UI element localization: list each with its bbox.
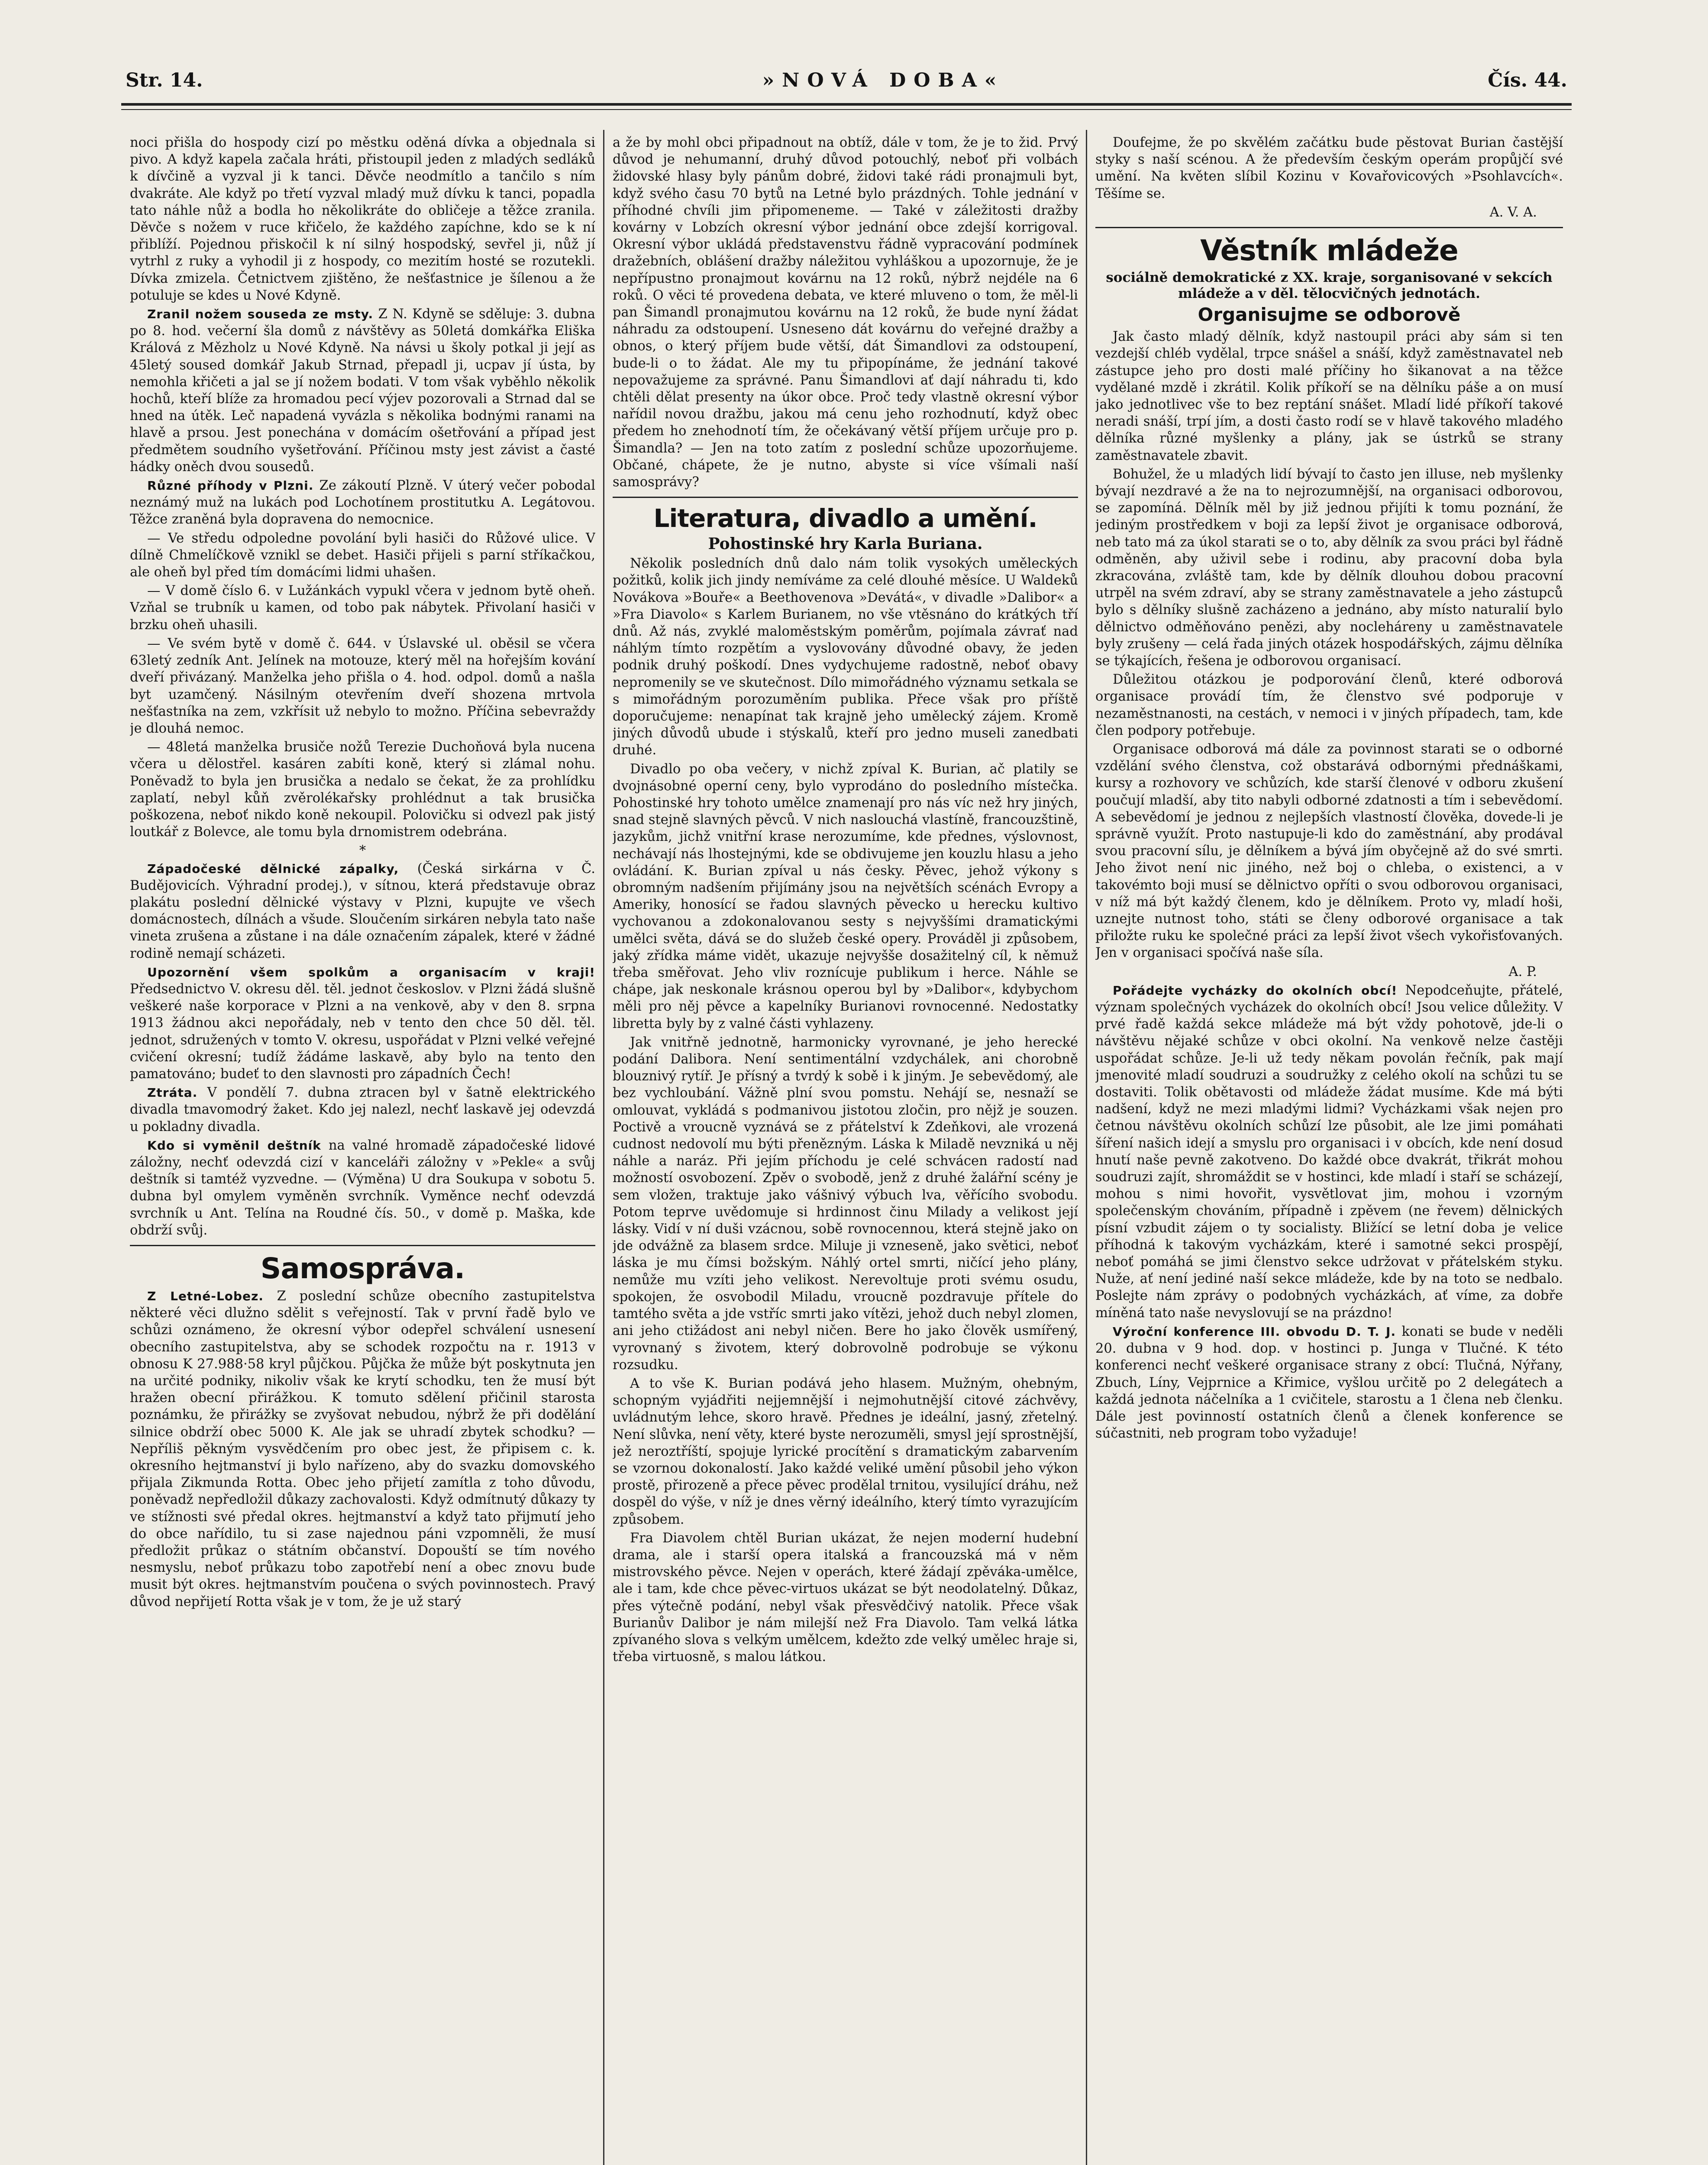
- article-paragraph: a že by mohl obci připadnout na obtíž, dále v tom, že je to žid. Prvý důvod je nehumanní, druhý důvod potouchlý, neboť při volbách židovské hlasy byly pánům dobré, židovi také rádi pronajmuli byt, když svého času 70 bytů na Letné bylo prázdných. Tohle jednání v příhodné chvíli jim připomeneme. — Také v záležitosti dražby kovárny v Lobzích okresní výbor jednání obce zdejší korrigoval. Okresní výbor ukládá představenstvu řádně vypracování podmínek dražebních, oblášení dražby náležitou vyhláškou a upozornuje, že je nepřípustno pronajmout kovárnu na 12 roků, nýbrž nejdéle na 6 roků. O věci té provedena debata, ve které mluveno o tom, že měl-li pan Šimandl pronajmutou kovárnu na 12 roků, že bude nyní žádat náhradu za odstoupení. Usneseno dát kovárnu do veřejné dražby a obnos, o který příjem bude větší, dát Šimandlovi za odstoupení, bude-li o to žádat. Ale my tu připopínáme, že jednání takové nepovažujeme za správné. Panu Šimandlovi ať dají náhradu ti, kdo chtěli dělat presenty na úkor obce. Proč tedy vlastně okresní výbor nařídil novou dražbu, jakou má cenu jeho rozhodnutí, když obec předem ho znehodnotí tím, že očekávaný větší příjem určuje pro p. Šimandla? — Jen na toto zatím z poslední schůze upozorňujeme. Občané, chápete, že je nutno, abyste si více všímali naší samosprávy?: [613, 135, 1078, 490]
- article-paragraph: [130, 964, 595, 1082]
- separator-star: *: [359, 843, 366, 859]
- article-paragraph: [130, 306, 595, 475]
- author-signature: A. P.: [1508, 964, 1537, 979]
- article-lead: Kdo si vyměnil deštník: [147, 1138, 321, 1153]
- article-paragraph: Jak často mladý dělník, když nastoupil práci aby sám si ten vezdejší chléb vydělal, trpce snášel a snáší, když zaměstnavatel neb zástupce jeho pro dosti malé příčiny ho šikanovat a na těžce vydělané mzdě i zkrátil. Kolik příkoří se na dělníku páše a on musí jako jednotlivec vše to bez reptání snášet. Mladí lidé příkoří takové neradi snáší, trpí jím, a dosti často rodí se v hlavě takového mladého dělníka různé myšlenky a plány, jak se ústrků se strany zaměstnavatele zbavit.: [1095, 329, 1563, 463]
- article-paragraph: [1095, 982, 1563, 1322]
- article-paragraph: — 48letá manželka brusiče nožů Terezie Duchoňová byla nucena včera u dělostřel. kasáren zabíti koně, který si zlámal nohu. Poněvadž to byla jen brusička a nedalo se čekat, že za prohlídku zaplatí, nebyl kůň zvěrolékařsky prohlédnut a tak brusička poškozena, neboť nikdo koně nekoupil. Polovičku si odvezl pak jistý loutkář z Bolevce, ale tomu byla drnomistrem odebrána.: [130, 740, 595, 840]
- article-text: (Česká sirkárna v Č. Budějovicích. Výhradní prodej.), v sítnou, která představuje obraz plakátu poslední dělnické výstavy v Plzni, kupujte ve všech domácnostech, dílnách a všude. Sloučením sirkáren nebyla tato naše vineta zrušena a zůstane i na dále označením zápalek, které v žádné rodině nemají scházeti.: [130, 861, 595, 961]
- article-text: Z poslední schůze obecního zastupitelstva některé věci dlužno sdělit s veřejností. Tak v první řadě bylo ve schůzi oznámeno, že okresní výbor odepřel schválení usnesení obecního zastupitelstva, aby se schodek rozpočtu na r. 1913 v obnosu K 27.988·58 kryl půjčkou. Půjčka že může být poskytnuta jen na určité podniky, nikoliv však ke krytí schodku, ten že musí být hražen obecní přirážkou. K tomuto sdělení přičinil starosta poznámku, že přirážky se zvyšovat nebudou, nýbrž že při dodělání silnice obdrží obec 5000 K. Ale jak se uhradí zbytek schodku? — Nepříliš pěkným vysvědčením pro obec jest, že připisem c. k. okresního hejtmanství ji bylo nařízeno, aby do svazku domovského přijala Zikmunda Rotta. Obec jeho přijetí zamítla z toho důvodu, poněvadž nepředložil důkazy zachovalosti. Když odmítnutý důkazy ty ve stížnosti své předal okres. hejtmanství a když tato přijmutí jeho do obce nařídilo, tu si zase najednou páni vzpomněli, že musí předložit průkaz o státním občanství. Dopouští se tím nového nesmyslu, neboť průkazu tobo zapotřebí není a obec znovu bude musit být okres. hejtmanstvím poučena o svých povinnostech. Pravý důvod nepřijetí Rotta však je v tom, že je už starý: [130, 1288, 595, 1609]
- section-rule: [1095, 227, 1563, 228]
- article-paragraph: [1095, 1323, 1563, 1442]
- article-paragraph: — Ve středu odpoledne povolání byli hasiči do Růžové ulice. V dílně Chmelíčkově vznikl se debet. Hasiči přijeli s parní stříkačkou, ale oheň byl před tím domácími lidmi uhašen.: [130, 530, 595, 580]
- article-text: Ze zákoutí Plzně. V úterý večer pobodal neznámý muž na lukách pod Lochotínem prostitutku A. Legátovou. Těžce zraněná byla dopravena do nemocnice.: [130, 478, 595, 527]
- author-signature: A. V. A.: [1489, 204, 1537, 220]
- column-divider-2: [1086, 130, 1087, 2165]
- article-text: Z N. Kdyně se sděluje: 3. dubna po 8. hod. večerní šla domů z návštěvy as 50letá domkářka Eliška Králová z Mězholz u Nové Kdyně. Na návsi u školy potkal ji její as 45letý soused domkář Jakub Strnad, přepadl ji, ucpav jí ústa, by nemohla křičeti a jal se jí nožem bodati. V tom však vyběhlo několik hochů, kteří blíže za hromadou pecí výjev pozorovali a Strnad dal se hned na útěk. Leč napadená vyvázla s několika bodnými ranami na hlavě a prsou. Jest ponechána v domácím ošetřování a případ jest předmětem soudního vyšetřování. Příčinou msty jest závist a časté hádky oněch dvou sousedů.: [130, 307, 595, 475]
- section-title-samosprava: Samospráva.: [260, 1252, 465, 1285]
- column-middle: [613, 134, 1078, 2165]
- article-title: Organisujme se odborově: [1198, 304, 1461, 325]
- column-divider-1: [603, 130, 604, 2165]
- section-title-vestnik: Věstník mládeže: [1200, 234, 1458, 268]
- article-lead: Ztráta.: [147, 1086, 198, 1100]
- article-paragraph: — V domě číslo 6. v Lužánkách vypukl včera v jednom bytě oheň. Vzňal se trubník u kamen, od tobo pak nábytek. Přivolaní hasiči v brzku oheň uhasili.: [130, 583, 595, 633]
- article-paragraph: Divadlo po oba večery, v nichž zpíval K. Burian, ač platily se dvojnásobné operní ceny, bylo vyprodáno do posledního místečka. Pohostinské hry tohoto umělce znamenají pro nás víc než hry jiných, snad stejně slavných pěvců. V nich naslouchá vlastíně, francouzštině, jazykům, jichž vnitřní krase nerozumíme, kde přednes, výslovnost, nechávají nás lhostejnými, kde se obdivujeme jen kouzlu hlasu a jeho ovládání. K. Burian zpíval u nás česky. Pěvec, jehož výkony s obromným nadšením přijímány jsou na největších scénách Evropy a Ameriky, honosící se řadou slavných pěvecko u herecku kultivo vychovanou a zdokonalovanou sesty s nejvyššími dramatickými umělci světa, dává se do služeb české opery. Prováděl ji způsobem, jaký zřídka máme vidět, ukazuje nejvyšše dosažitelný cíl, k němuž třeba směřovat. Jeho vliv roznícuje publikum i herce. Náhle se chápe, jak neskonale krásnou operou byl by »Dalibor«, kdybychom měli pro něj pěvce a kapelníky Burianovi rovnocenné. Nedostatky libretta byly by z valné části vyhlazeny.: [613, 761, 1078, 1031]
- article-lead: Různé příhody v Plzni.: [147, 478, 314, 493]
- article-lead: Pořádejte vycházky do okolních obcí!: [1113, 983, 1398, 998]
- article-paragraph: Bohužel, že u mladých lidí bývají to často jen illuse, neb myšlenky bývají nezdravé a že na to nejrozumnější, na organisaci odborovou, se zapomíná. Dělník měl by již jednou přijíti k tomu poznání, že jediným prostředkem v boji za lepší život je organisace odborová, neb tato má za úkol starati se o to, aby dělník za svou práci byl řádně odměněn, aby uživil sebe i rodinu, aby pracovní doba byla zkracována, zvláště tam, kde by dělník dlouhou dobou pracovní utrpěl na svém zdraví, aby se strany zaměstnavatele a jeho zástupců bylo s dělníky slušně zacházeno a jednáno, aby místo naturalií bylo dělnictvo odměňováno penězi, aby nocleháreny u zaměstnavatele byly zrušeny — celá řada jiných otázek hospodářských, zájmu dělníka se týkajících, řešena je odborovou organisací.: [1095, 466, 1563, 669]
- article-paragraph: Několik posledních dnů dalo nám tolik vysokých uměleckých požitků, kolik jich jindy nemíváme za celé dlouhé měsíce. U Waldeků Novákova »Bouře« a Beethovenova »Devátá«, v divadle »Dalibor« a »Fra Diavolo« s Karlem Burianem, no vše vtěsnáno do krátkých tří dnů. Až nás, zvyklé maloměstským poměrům, pojímala závrať nad náhlým tímto rozpětím a vyslovovány důvodné obavy, že jeden podnik druhý poškodí. Dnes vydychujeme radostně, neboť obavy nepromenily se ve skutečnost. Dílo mimořádného významu setkala se s mimořádným porozuměním publika. Přece však pro příště doporučujeme: nenapínat tak krajně jeho umělecký zájem. Kromě jiných důvodů ubude i stýskalů, kteří pro jedno museli zanedbati druhé.: [613, 556, 1078, 758]
- article-lead: Z Letné-Lobez.: [147, 1289, 264, 1303]
- article-paragraph: Jak vnitřně jednotně, harmonicky vyrovnané, je jeho herecké podání Dalibora. Není sentimentální vzdychálek, ani chorobně blouznivý rytíř. Je přísný a tvrdý k sobě i k jiným. Je sebevědomý, ale bez vychloubání. Vážně plní svou pomstu. Nehájí se, nesnaží se omlouvat, vykládá s podmanivou jistotou zločin, pro nějž je souzen. Poctivě a vroucně vyznává se z přátelství k Zdeňkovi, ale vrozená cudnost nedovolí mu býti přenězným. Láska k Miladě nevzniká u něj náhle a naráz. Při jejím příchodu je celé schvácen radostí nad možností osvobození. Zpěv o svobodě, jenž z druhé žalářní scény je sem vložen, traktuje jako vášnivý výbuch lva, věřícího svobodu. Potom teprve uvědomuje si hrdinnost činu Milady a velikost její lásky. Vidí v ní duši vzácnou, sobě rovnocennou, která stejně jako on jde odvážně za blasem srdce. Miluje ji vzneseně, jako světici, neboť láska je mu čímsi božským. Náhlý ortel smrti, ničící jeho plány, nemůže mu vzíti jeho velikost. Nerevoltuje proti svému osudu, spokojen, že osvobodil Miladu, vroucně pozdravuje přítele do tamtého světa a jde vstříc smrti jako vítězi, jehož duch nebyl zlomen, ani jeho ctižádost ani nebyl ničen. Bere ho jako člověk usmířený, vyrovnaný s životem, který dobrovolně podrobuje se výkonu rozsudku.: [613, 1034, 1078, 1373]
- article-paragraph: [130, 1137, 595, 1239]
- article-text: Předsednictvo V. okresu děl. těl. jednot českoslov. v Plzni žádá slušně veškeré naše korporace v Plzni a na venkově, aby v den 8. srpna 1913 žádnou akci nepořádaly, neb v tento den chce 50 děl. těl. jednot, sdružených v tomto V. okresu, uspořádat v Plzni velké veřejné cvičení okresní; tudíž žádáme laskavě, aby bylo na tento den pamatováno; budeť to den slavnosti pro západních Čech!: [130, 981, 595, 1082]
- article-paragraph: [130, 860, 595, 962]
- article-paragraph: Důležitou otázkou je podporování členů, které odborová organisace provádí tím, že členstvo své podporuje v nezaměstnanosti, na cestách, v nemoci i v jiných případech, tam, kde člen podpory potřebuje.: [1095, 672, 1563, 738]
- section-subtitle: sociálně demokratické z XX. kraje, sorganisované v sekcích mládeže a v děl. tělocvičných jednotách.: [1106, 269, 1553, 301]
- article-paragraph: [130, 477, 595, 528]
- column-right: [1095, 134, 1563, 2165]
- article-title: Pohostinské hry Karla Buriana.: [708, 534, 983, 553]
- article-paragraph: noci přišla do hospody cizí po městku oděná dívka a objednala si pivo. A když kapela začala hráti, přistoupil jeden z mladých sedláků k dívčině a vyzval ji k tanci. Děvče neodmítlo a tančilo s ním dvakráte. Ale když po třetí vyzval mladý muž dívku k tanci, popadla tato náhle nůž a bodla ho několikráte do obličeje a těžce zranila. Děvče s nožem v ruce křičelo, že každého zapíchne, kdo se k ní přiblíží. Pojednou přiskočil k ní silný hospodský, sevřel ji, nůž jí vytrhl z ruky a vyhodil ji z hospody, co mezitím hosté se rozutekli. Dívka zmizela. Četnictvem zjištěno, že nešťastnice je šílenou a že potuluje se kdes u Nové Kdyně.: [130, 135, 595, 303]
- section-rule: [613, 497, 1078, 498]
- article-paragraph: [130, 1288, 595, 1610]
- article-paragraph: [130, 1084, 595, 1135]
- page-header: [126, 65, 1567, 104]
- article-lead: Západočeské dělnické zápalky,: [147, 861, 399, 876]
- article-paragraph: Fra Diavolem chtěl Burian ukázat, že nejen moderní hudební drama, ale i starší opera italská a francouzská má v něm mistrovského pěvce. Nejen v operách, které žádají zpěváka-umělce, ale i tam, kde chce pěvec-virtuos ukázat se být neodolatelný. Důkaz, přes výtečně podání, nebyl však přesvědčivý natolik. Přece však Burianův Dalibor je nám milejší než Fra Diavolo. Tam velká látka zpívaného slova s velkým umělcem, kdežto zde velký umělec hraje si, třeba virtuosně, s malou látkou.: [613, 1530, 1078, 1665]
- page-number: Str. 14.: [126, 69, 203, 91]
- header-rule-thin: [121, 109, 1572, 110]
- article-paragraph: — Ve svém bytě v domě č. 644. v Úslavské ul. oběsil se včera 63letý zedník Ant. Jelínek na motouze, který měl na hořejším kování dveří přivázaný. Manželka jeho přišla o 4. hod. odpol. domů a našla byt uzamčený. Násilným otevřením dveří shozena mrtvola nešťastníka na zem, vzkřísit už nebylo to možno. Příčina sebevraždy je dlouhá nemoc.: [130, 636, 595, 736]
- newspaper-title: »NOVÁ DOBA«: [762, 69, 1004, 91]
- article-paragraph: Doufejme, že po skvělém začátku bude pěstovat Burian častější styky s naší scénou. A že především českým operám propůjčí své umění. Na květen slíbil Kozinu v Kovařovicových »Psohlavcích«. Těšíme se.: [1095, 135, 1563, 201]
- section-rule: [130, 1245, 595, 1246]
- article-lead: Výroční konference III. obvodu D. T. J.: [1113, 1324, 1396, 1339]
- article-text: V pondělí 7. dubna ztracen byl v šatně elektrického divadla tmavomodrý žaket. Kdo jej nalezl, nechť laskavě jej odevzdá u pokladny divadla.: [130, 1085, 595, 1134]
- article-text: Nepodceňujte, přátelé, význam společných vycházek do okolních obcí! Jsou velice důležity. V prvé řadě každá sekce mládeže má být vždy pohotově, jde-li o návštěvu nějaké schůze v obci okolní. Na venkově nelze častěji uspořádat schůze. Je-li už tedy někam povolán řečník, pak mají jmenovité mladí soudruzi a soudružky z celého okolí na schůzi tu se dostaviti. Tolik obětavosti od mládeže žádat musíme. Kde má býti nadšení, když ne mezi mladými lidmi? Vycházkami však nejen pro četnou návštěvu okolních schůzí lze působit, ale lze jimi pomáhati šíření našich idejí a smyslu pro organisaci i v obcích, kde není dosud hnutí naše pevně zakotveno. Do každé obce dvakrát, třikrát mohou soudruzi zajít, shromáždit se v hostinci, kde mladí i staří se scházejí, mohou s nimi hovořit, vysvětlovat jim, mohou i vzorným společenským chováním, případně i zpěvem (ne řevem) dělnických písní vzbudit zájem o ty socialisty. Bližící se letní doba je velice příhodná k takovým vycházkám, které i samotné sekci prospějí, neboť pomáhá se jimi členstvo sekce udržovat v přátelském styku. Nuže, ať není jediné naší sekce mládeže, kde by na toto se nedbalo. Poslejte nám zprávy o podobných vycházkách, ať víme, za dobře míněná tato naše nevyslovují se na prázdno!: [1095, 982, 1563, 1321]
- article-text: konati se bude v neděli 20. dubna v 9 hod. dop. v hostinci p. Junga v Tlučné. K této konferenci nechť veškeré organisace strany z obcí: Tlučná, Nýřany, Zbuch, Líny, Vejprnice a Křimice, vyšlou určitě po 2 delegátech a každá jednota náčelníka a 1 cvičitele, starostu a 1 člena neb členku. Dále jest povinností ostatních členů a členek konference se súčastniti, neb program tobo vyžaduje!: [1095, 1324, 1563, 1441]
- article-paragraph: A to vše K. Burian podává jeho hlasem. Mužným, ohebným, schopným vyjádřiti nejjemnější i nejmohutnější citové záchvěvy, uvládnutým lehce, skoro hravě. Přednes je ideální, jasný, zřetelný. Není slůvka, není věty, které byste nerozuměli, smysl její sprostnější, jež neroztříští, spojuje lyrické procítění s dramatickým zabarvením se vzornou dokonalostí. Jako každé veliké umění působil jeho výkon prostě, přirozeně a přece pěvec prodělal trnitou, vysilující dráhu, než dospěl do výše, v níž je dnes věrný ideálního, který tímto vyrazujícím způsobem.: [613, 1376, 1078, 1527]
- article-paragraph: Organisace odborová má dále za povinnost starati se o odborné vzdělání svého členstva, což obstarává odbornými přednáškami, kursy a rozhovory ve schůzích, kde starší členové v odboru zkušení poučují mladší, aby tito nabyli odborné zdatnosti a tím i sebevědomí. A sebevědomí je jednou z nejlepších vlastností člověka, dovede-li je správně využít. Proto nastupuje-li kdo do zaměstnání, aby prodával svou pracovní sílu, je dělníkem a bývá jím obyčejně až do své smrti. Jeho život není nic jiného, než boj o chleba, o existenci, a v takovémto boji musí se dělnictvo opříti o svou odborovou organisaci, v níž má být každý členem, kdo je dělníkem. Proto vy, mladí hoši, uznejte nutnost toho, státi se členy odborové organisace a tak přiložte ruku ke společné práci za lepší život všech vykořisťovaných. Jen v organisaci spočívá naše síla.: [1095, 741, 1563, 961]
- article-text: na valné hromadě západočeské lidové záložny, nechť odevzdá cizí v kanceláři záložny v »Pekle« a svůj deštník si tamtéž vyzvedne. — (Výměna) U dra Soukupa v sobotu 5. dubna byl omylem vyměněn svrchník. Vyměnce nechť odevzdá svrchník u Ant. Telína na Roudné čís. 50., v domě p. Maška, kde obdrží svůj.: [130, 1137, 595, 1238]
- issue-number: Čís. 44.: [1488, 69, 1567, 91]
- section-title-literatura: Literatura, divadlo a umění.: [653, 504, 1037, 533]
- article-lead: Upozornění všem spolkům a organisacím v kraji!: [147, 965, 595, 979]
- article-lead: Zranil nožem souseda ze msty.: [147, 307, 374, 322]
- header-rule-thick: [121, 103, 1572, 106]
- column-left: [130, 134, 595, 2165]
